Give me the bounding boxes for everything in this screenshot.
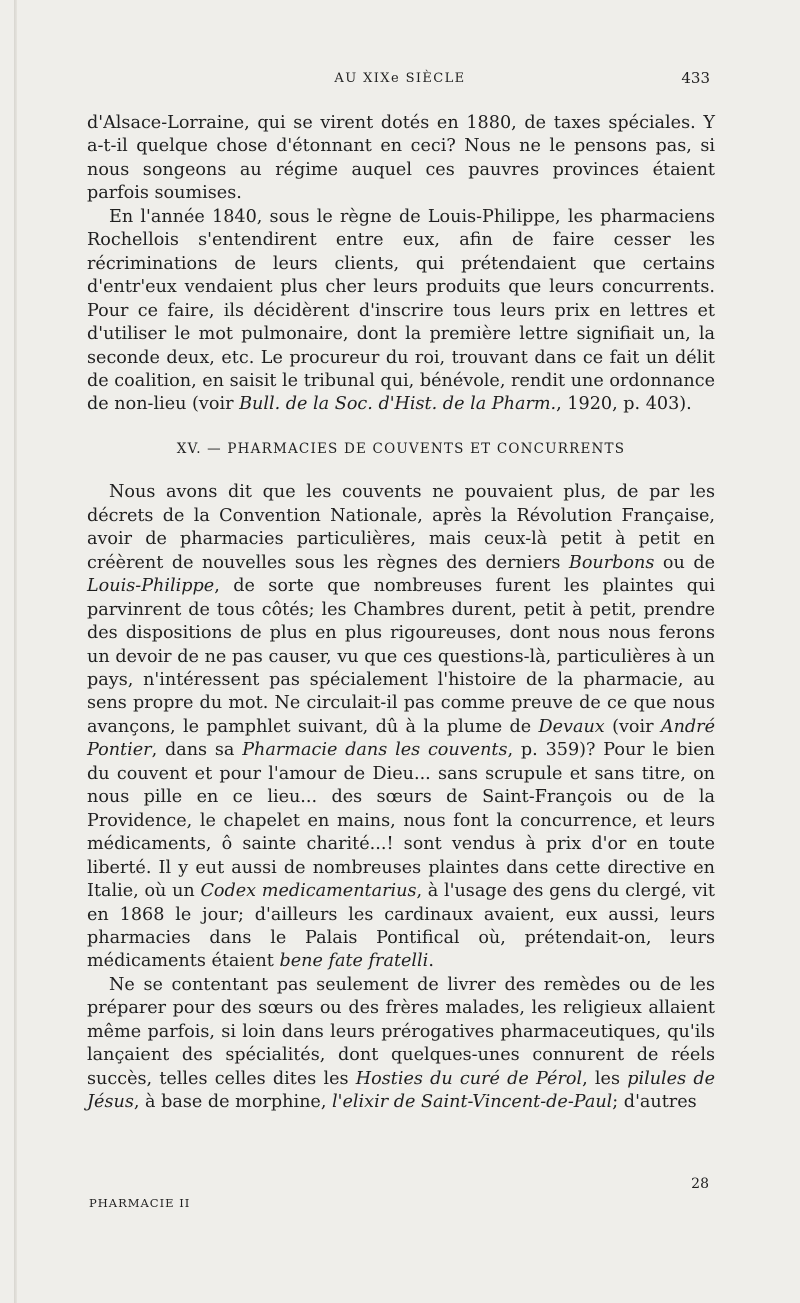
italic-bourbons: Bourbons: [568, 552, 655, 573]
binding-edge: [14, 0, 17, 1303]
paragraph-4-text-d: ; d'autres: [612, 1092, 697, 1113]
paragraph-3-text-g: , à l'usage des gens du clergé, vit en 1868 le jour; d'ailleurs les cardinaux avaient, eux aussi, leurs pharmacies dans le Palais Pontifical où, prétendait-on, leurs médicaments étaient: [87, 881, 715, 972]
running-title: AU XIXe SIÈCLE: [334, 71, 466, 86]
paragraph-3-text-b: ou de: [654, 552, 715, 573]
italic-andre-pontier: André Pontier: [87, 716, 715, 761]
paragraph-4: [87, 974, 715, 1115]
paragraph-3-text-h: .: [428, 951, 434, 972]
paragraph-3: [87, 481, 715, 974]
signature-label: PHARMACIE II: [89, 1196, 191, 1210]
italic-pilules: pilules de Jésus: [87, 1068, 716, 1113]
italic-pharmacie-couvents: Pharmacie dans les couvents: [242, 740, 508, 761]
page-number: 433: [681, 69, 710, 87]
italic-codex: Codex medicamentarius: [200, 881, 417, 902]
body-text: [87, 112, 715, 1115]
italic-bene-fate: bene fate fratelli: [279, 951, 429, 972]
paragraph-2-text-a: En l'année 1840, sous le règne de Louis-Philippe, les pharmaciens Rochellois s'entendirent entre eux, afin de faire cesser les récriminations de leurs clients, qui prétendaient que certains d'entr'eux vendaient plus cher leurs produits que leurs concurrents. Pour ce faire, ils décidèrent d'inscrire tous leurs prix en lettres et d'utiliser le mot pulmonaire, dont la première lettre signifiait un, la seconde deux, etc. Le procureur du roi, trouvant dans ce fait un délit de coalition, en saisit le tribunal qui, bénévole, rendit une ordonnance de non-lieu (voir: [87, 206, 715, 415]
italic-elixir: l'elixir de Saint-Vincent-de-Paul: [332, 1092, 613, 1113]
paragraph-1: d'Alsace-Lorraine, qui se virent dotés en 1880, de taxes spéciales. Y a-t-il quelque chose d'étonnant en ceci? Nous ne le pensons pas, si nous songeons au régime auquel ces pauvres provinces étaient parfois soumises.: [87, 113, 715, 204]
paragraph-3-text-c: , de sorte que nombreuses furent les plaintes qui parvinrent de tous côtés; les Chambres durent, petit à petit, prendre des dispositions de plus en plus rigoureuses, dont nous nous ferons un devoir de ne pas causer, vu que ces questions-là, particulières à un pays, n'intéressent pas spécialement l'histoire de la pharmacie, au sens propre du mot. Ne circulait-il pas comme preuve de ce que nous avançons, le pamphlet suivant, dû à la plume de: [87, 576, 715, 737]
paragraph-2-text-b: , 1920, p. 403).: [556, 394, 692, 415]
paragraph-3-text-d: (voir: [604, 716, 661, 737]
paragraph-2: [87, 206, 715, 417]
citation-bulletin: Bull. de la Soc. d'Hist. de la Pharm.: [239, 394, 557, 415]
section-heading: XV. — PHARMACIES DE COUVENTS ET CONCURRENTS: [176, 440, 626, 457]
paragraph-4-text-c: , à base de morphine,: [133, 1092, 333, 1113]
paragraph-4-text-b: , les: [582, 1068, 628, 1089]
italic-hosties: Hosties du curé de Pérol: [355, 1068, 583, 1089]
paragraph-3-text-f: , p. 359)? Pour le bien du couvent et pour l'amour de Dieu... sans scrupule et sans titre, on nous pille en ce lieu... des sœurs de Saint-François ou de la Providence, le chapelet en mains, nous font la concurrence, et leurs médicaments, ô sainte charité...! sont vendus à prix d'or en toute liberté. Il y eut aussi de nombreuses plaintes dans cette directive en Italie, où un: [87, 740, 715, 902]
italic-louis-philippe: Louis-Philippe: [87, 576, 215, 597]
paragraph-3-text-a: Nous avons dit que les couvents ne pouvaient plus, de par les décrets de la Convention Nationale, après la Révolution Française, avoir de pharmacies particulières, mais ceux-là petit à petit en créèrent de nouvelles sous les règnes des derniers: [87, 482, 715, 573]
paragraph-3-text-e: , dans sa: [151, 740, 243, 761]
signature-number: 28: [691, 1176, 709, 1192]
italic-devaux: Devaux: [538, 716, 605, 737]
running-head: [90, 63, 710, 93]
page-footer: [87, 1176, 715, 1216]
paragraph-4-text-a: Ne se contentant pas seulement de livrer des remèdes ou de les préparer pour des sœurs ou des frères malades, les religieux allaient même parfois, si loin dans leurs prérogatives pharmaceutiques, qu'ils lançaient des spécialités, dont quelques-unes connurent de réels succès, telles celles dites les: [87, 974, 715, 1089]
